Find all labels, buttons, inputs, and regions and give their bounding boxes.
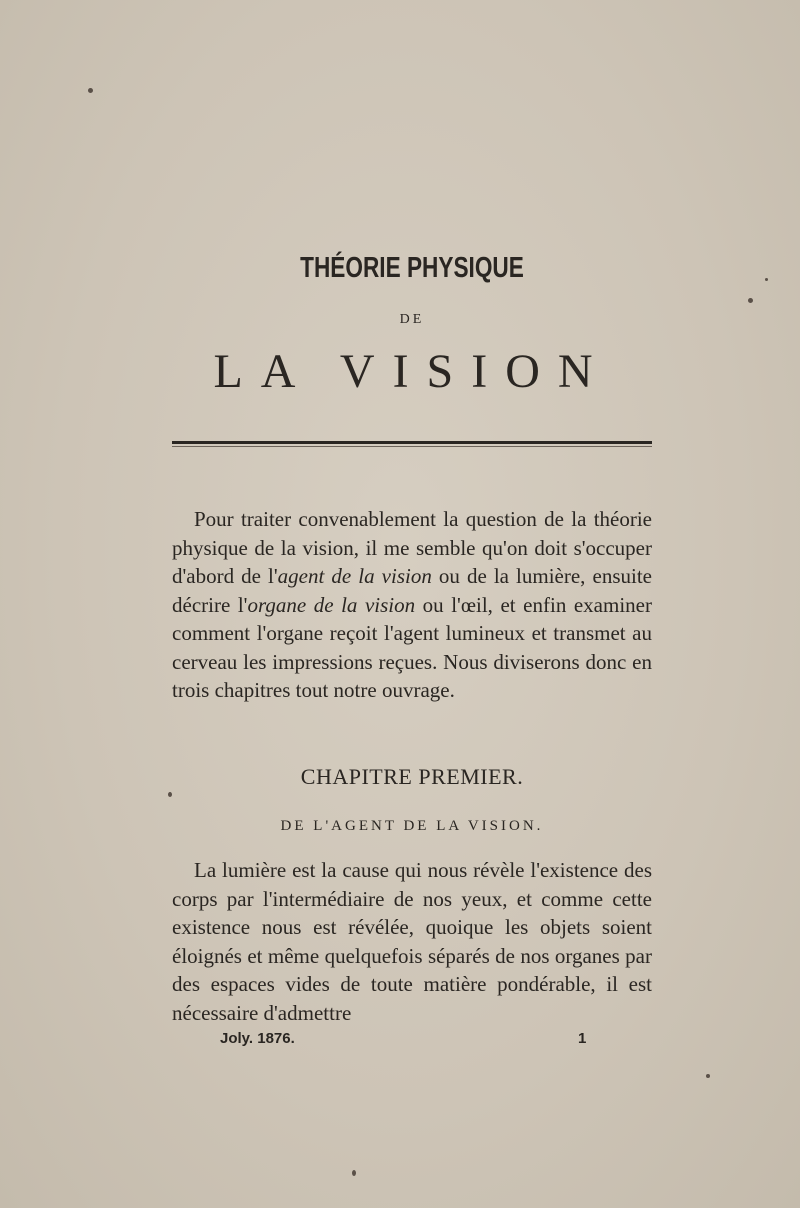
- body-paragraph: [172, 856, 652, 1027]
- page-number: 1: [578, 1030, 587, 1047]
- intro-text-1: Pour traiter convenablement la question de la théorie physique de la vision, il me semble qu'on doit s'occuper d'abord de l': [172, 507, 652, 588]
- paper-speck: [706, 1074, 710, 1078]
- printer-signature: Joly. 1876.: [220, 1030, 295, 1047]
- paper-speck: [352, 1170, 356, 1176]
- title-connector: DE: [399, 312, 425, 327]
- title-rule: [172, 441, 652, 444]
- chapter-subheading: DE L'AGENT DE LA VISION.: [280, 818, 544, 834]
- paper-speck: [748, 298, 753, 303]
- intro-paragraph: [172, 505, 652, 705]
- intro-text-2: ou de la lumière, ensuite décrire l': [172, 564, 652, 617]
- intro-italic-agent: agent de la vision: [277, 564, 432, 588]
- paper-speck: [168, 792, 172, 797]
- book-title: THÉORIE PHYSIQUE: [300, 252, 524, 284]
- intro-text-3: ou l'œil, et enfin examiner comment l'organe reçoit l'agent lumineux et transmet au cerveau les impressions reçues. Nous diviserons donc en trois chapitres tout notre ouvrage.: [172, 592, 652, 702]
- paper-speck: [88, 88, 93, 93]
- body-paragraph-text: La lumière est la cause qui nous révèle l'existence des corps par l'intermédiaire de nos yeux, et comme cette existence nous est révélée, quoique les objets soient éloignés et même quelquefois séparés de nos organes par des espaces vides de toute matière pondérable, il est nécessaire d'admettre: [172, 858, 652, 1025]
- paper-speck: [765, 278, 768, 281]
- book-subtitle: LA VISION: [213, 345, 611, 398]
- title-rule-thin: [172, 446, 652, 447]
- intro-italic-organe: organe de la vision: [247, 592, 416, 617]
- chapter-heading: CHAPITRE PREMIER.: [300, 764, 524, 789]
